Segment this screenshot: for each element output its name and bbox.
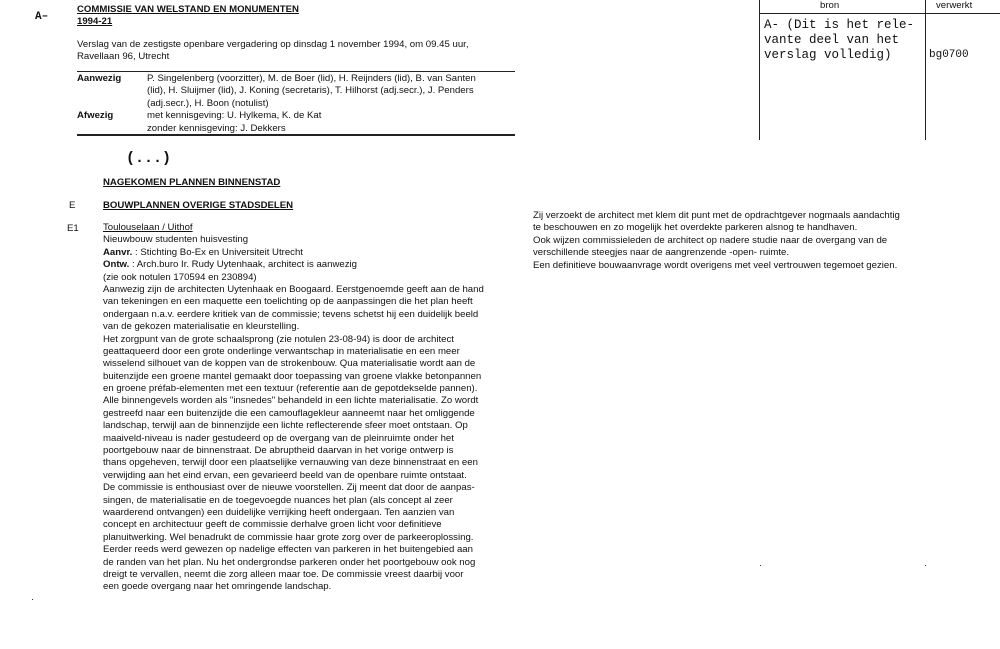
speck: · — [759, 560, 763, 571]
divider — [77, 71, 515, 72]
text-line: Een definitieve bouwaanvrage wordt overigens met veel vertrouwen tegemoet gezien. — [533, 259, 898, 271]
ellipsis: (...) — [126, 150, 172, 167]
text-line: van de gekozen materialisatie en kleurstelling. — [103, 321, 300, 333]
text-line: te beschouwen en zo mogelijk het overdekte parkeren alsnog te handhaven. — [533, 222, 858, 234]
text-line: een goede overgang naar het omringende landschap. — [103, 581, 332, 593]
text-line: verschillende steegjes naar de aangrenzende -open- ruimte. — [533, 247, 789, 259]
text-line: en groene préfab-elementen met een textuur (referentie aan de gepotdekselde pannen). — [103, 383, 478, 395]
text-line: poortgebouw naar de binnenstraat. De abruptheid daarvan in het vorige ontwerp is — [103, 445, 454, 457]
text-line: dreigt te vervallen, neemt die zorg alleen maar toe. De commissie vreest daarbij voor — [103, 568, 464, 580]
text-line: de randen van het plan. Nu het ondergrondse parkeren onder het poortgebouw ook nog — [103, 556, 476, 568]
document-title: COMMISSIE VAN WELSTAND EN MONUMENTEN — [77, 4, 299, 15]
present-list — [147, 73, 476, 135]
text-line: maaiveld-niveau is nader gestudeerd op de overgang van de pleinruimte onder het — [103, 432, 454, 444]
text-line: landschap, terwijl aan de binnenzijde een lichte reflecterende sfeer moet ontstaan. Op — [103, 420, 468, 432]
text-line: buitenzijde een groene mantel gemaakt door toepassing van groene vlakke betonpannen — [103, 370, 482, 382]
intro-line: Ravellaan 96, Utrecht — [77, 51, 170, 63]
intro-line: Verslag van de zestigste openbare vergadering op dinsdag 1 november 1994, om 09.45 uur, — [77, 39, 469, 50]
table-border — [925, 0, 926, 140]
present-line: (adj.secr.), H. Boon (notulist) — [147, 97, 269, 109]
intro — [77, 39, 468, 64]
text-line: thans opgeheven, terwijl door een plaatselijke vernauwing van deze binnenstraat en een — [103, 457, 478, 469]
text-line: wisselend silhouet van de koppen van de strokenbouw. Qua materialisatie wordt aan de — [103, 358, 476, 370]
designer-line — [103, 259, 484, 271]
item-location: Toulouselaan / Uithof — [103, 222, 193, 233]
absent-label: Afwezig — [77, 110, 114, 121]
text-line: De commissie is enthousiast over de nieuwe voorstellen. Zij meent dat door de aanpas- — [103, 482, 475, 494]
bron-line: verslag volledig) — [764, 48, 892, 62]
table-border — [759, 13, 1000, 14]
text-line: geattaqueerd door een grote onderlinge verwantschap in materialisatie en een meer — [103, 345, 460, 357]
applicant-label: Aanvr. — [103, 246, 133, 258]
bron-text — [764, 18, 914, 63]
item-body — [103, 222, 484, 594]
verwerkt-code: bg0700 — [929, 49, 969, 61]
text-line: gestreefd naar een buitenzijde die een camouflagekleur aanneemt naar het omliggende — [103, 407, 475, 419]
divider — [77, 134, 515, 136]
text-line: (zie ook notulen 170594 en 230894) — [103, 271, 257, 283]
margin-mark: A– — [35, 11, 49, 23]
section-nagekomen: NAGEKOMEN PLANNEN BINNENSTAD — [103, 177, 281, 188]
text-line: ondergaan n.a.v. eerdere kritiek van de commissie; tevens schetst hij een duidelijk beeld — [103, 308, 479, 320]
table-border — [759, 0, 760, 140]
bron-line: A- (Dit is het rele- — [764, 18, 915, 32]
text-line: van tekeningen en een maquette een toelichting op de aanpassingen die het plan heeft — [103, 296, 473, 308]
col-bron: bron — [820, 0, 840, 11]
text-line: Het zorgpunt van de grote schaalsprong (zie notulen 23-08-94) is door de architect — [103, 333, 454, 345]
text-line: concept en architectuur geeft de commissie derhalve groen licht voor definitieve — [103, 519, 442, 531]
item-code: E1 — [67, 223, 79, 234]
speck: · — [31, 594, 35, 605]
text-line: Aanwezig zijn de architecten Uytenhaak en Boogaard. Eerstgenoemde geeft aan de hand — [103, 283, 484, 295]
body-text — [103, 272, 484, 594]
absent-line: met kennisgeving: U. Hylkema, K. de Kat — [147, 110, 322, 122]
text-line: singen, de materialisatie en de toegevoegde nuances het plan (als concept al zeer — [103, 494, 453, 506]
present-label: Aanwezig — [77, 73, 122, 84]
speck: · — [924, 560, 928, 571]
text-line: Zij verzoekt de architect met klem dit punt met de opdrachtgever nogmaals aandachtig — [533, 210, 900, 221]
text-line: planuitwerking. Wel benadrukt de commissie haar grote zorg over de parkeeroplossing. — [103, 531, 474, 543]
col-verwerkt: verwerkt — [936, 0, 973, 11]
section-code: E — [69, 200, 76, 211]
designer-label: Ontw. — [103, 259, 130, 271]
present-line: (lid), H. Sluijmer (lid), J. Koning (secretaris), T. Hilhorst (adj.secr.), J. Penders — [147, 85, 474, 97]
text-line: Ook wijzen commissieleden de architect op nadere studie naar de overgang van de — [533, 234, 888, 246]
text-line: Eerder reeds werd gewezen op nadelige effecten van parkeren in het buitengebied aan — [103, 544, 473, 556]
text-line: waarderend ontvangen) een duidelijke verrijking heeft ondergaan. Ten aanzien van — [103, 506, 455, 518]
continuation-text — [533, 210, 900, 272]
applicant-value: : Stichting Bo-Ex en Universiteit Utrecht — [132, 246, 303, 258]
absent-line: zonder kennisgeving: J. Dekkers — [147, 122, 286, 134]
present-line: P. Singelenberg (voorzitter), M. de Boer (lid), H. Reijnders (lid), B. van Santen — [147, 73, 476, 84]
text-line: Alle binnengevels worden als "insnedes" behandeld in een lichte materialisatie. Zo wordt — [103, 395, 479, 407]
designer-value: : Arch.buro Ir. Rudy Uytenhaak, architect is aanwezig — [129, 259, 357, 271]
document-number: 1994-21 — [77, 16, 113, 27]
section-title: BOUWPLANNEN OVERIGE STADSDELEN — [103, 200, 294, 211]
item-subject: Nieuwbouw studenten huisvesting — [103, 234, 249, 246]
bron-line: vante deel van het — [764, 33, 900, 47]
applicant-line — [103, 247, 484, 259]
text-line: verwijding aan het eind ervan, een gevarieerd beeld van de openbare ruimte ontstaat. — [103, 469, 467, 481]
